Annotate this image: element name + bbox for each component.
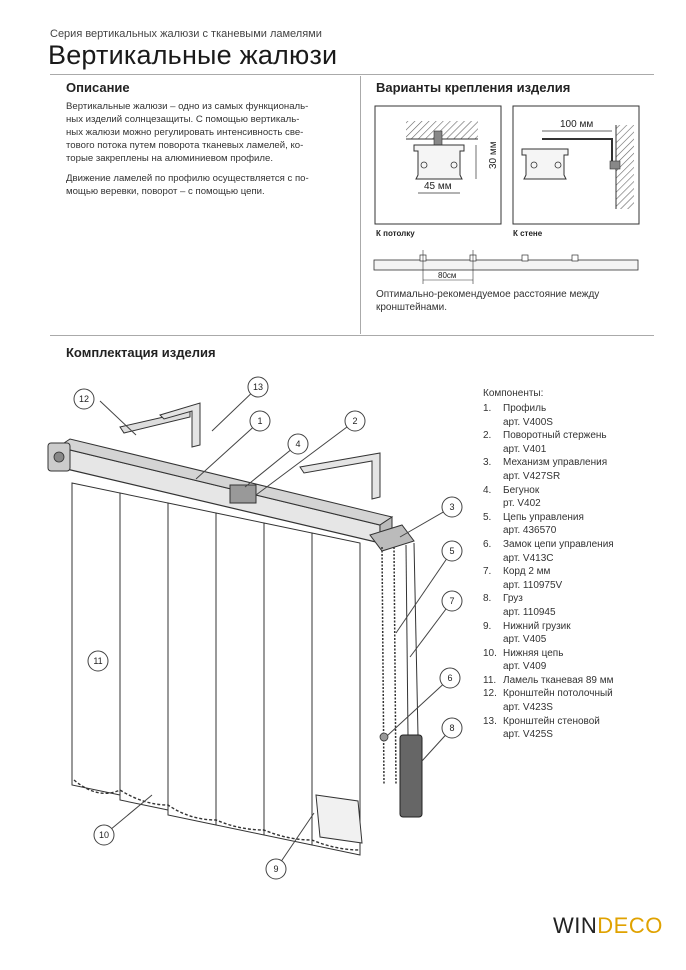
mounting-heading: Варианты крепления изделия bbox=[376, 80, 571, 95]
description-line: Движение ламелей по профилю осуществляется с по- bbox=[66, 173, 309, 184]
component-item: 11. Ламель тканевая 89 мм bbox=[483, 674, 614, 686]
callout-label: 7 bbox=[449, 596, 455, 606]
description-line: мощью веревки, поворот – с помощью цепи. bbox=[66, 186, 265, 197]
callout-label: 10 bbox=[98, 830, 110, 840]
dim-height-label: 30 мм bbox=[488, 141, 499, 169]
callout-label: 11 bbox=[93, 656, 103, 666]
description-text bbox=[66, 100, 356, 198]
wall-bracket-shape bbox=[160, 403, 200, 447]
page-title: Вертикальные жалюзи bbox=[48, 40, 338, 70]
divider-vertical bbox=[360, 76, 361, 334]
callout-label: 3 bbox=[449, 502, 455, 512]
callout-label: 13 bbox=[252, 382, 264, 392]
component-item: 5. Цепь управления арт. 436570 bbox=[483, 511, 584, 537]
callout-label: 8 bbox=[449, 723, 455, 733]
callout-label: 12 bbox=[78, 394, 90, 404]
callout-label: 4 bbox=[295, 439, 301, 449]
spacing-note-line: кронштейнами. bbox=[376, 302, 447, 313]
component-item: 12. Кронштейн потолочный арт. V423S bbox=[483, 688, 613, 714]
components-list bbox=[483, 402, 673, 742]
callout-label: 2 bbox=[352, 416, 358, 426]
description-line: торые закреплены на алюминиевом профиле. bbox=[66, 153, 274, 164]
component-item: 7. Корд 2 мм арт. 110975V bbox=[483, 566, 563, 591]
description-line: ных изделий солнцезащиты. С помощью вертикаль- bbox=[66, 114, 300, 125]
component-item: 1. Профиль арт. V400S bbox=[483, 403, 553, 428]
slat-shape bbox=[72, 483, 120, 795]
blinds-assembly-illustration bbox=[40, 375, 470, 885]
cord-shape bbox=[406, 545, 408, 735]
brand-logo: WINDECO bbox=[553, 913, 663, 938]
control-chain-shape bbox=[382, 547, 384, 785]
runner-shape bbox=[230, 485, 256, 503]
component-item: 13. Кронштейн стеновой арт. V425S bbox=[483, 715, 600, 741]
slat-shape bbox=[216, 513, 264, 835]
ceiling-caption: К потолку bbox=[376, 229, 415, 238]
slat-shape bbox=[264, 523, 312, 845]
callout-label: 5 bbox=[449, 546, 455, 556]
component-item: 3. Механизм управления арт. V427SR bbox=[483, 457, 608, 482]
divider-top bbox=[50, 74, 654, 75]
weight-shape bbox=[400, 735, 422, 817]
dim-wall-label: 100 мм bbox=[560, 119, 594, 130]
component-item: 2. Поворотный стержень арт. V401 bbox=[483, 430, 607, 455]
dim-width-label: 45 мм bbox=[424, 181, 452, 192]
dim-spacing-label: 80см bbox=[438, 271, 457, 280]
series-subtitle: Серия вертикальных жалюзи с тканевыми ламелями bbox=[50, 28, 322, 40]
component-item: 4. Бегунок рт. V402 bbox=[483, 484, 541, 510]
slat-shape bbox=[120, 493, 168, 810]
callout-label: 6 bbox=[447, 673, 453, 683]
component-item: 6. Замок цепи управления арт. V413C bbox=[483, 538, 614, 564]
components-title: Компоненты: bbox=[483, 388, 544, 399]
ceiling-mount-diagram bbox=[374, 105, 514, 227]
slat-shape bbox=[168, 503, 216, 825]
bracket-spacing-diagram bbox=[372, 250, 642, 286]
kit-heading: Комплектация изделия bbox=[66, 345, 216, 360]
wall-bracket-shape bbox=[300, 453, 380, 499]
description-line: Вертикальные жалюзи – одно из самых функциональ- bbox=[66, 101, 309, 112]
description-line: тового потока путем поворота тканевых ламелей, ко- bbox=[66, 140, 304, 151]
wall-mount-diagram bbox=[512, 105, 654, 227]
description-heading: Описание bbox=[66, 80, 130, 95]
spacing-note bbox=[376, 288, 599, 314]
description-line: ных жалюзи можно регулировать интенсивность све- bbox=[66, 127, 304, 138]
divider-middle bbox=[50, 335, 654, 336]
component-item: 8. Груз арт. 110945 bbox=[483, 593, 556, 618]
component-item: 10. Нижняя цепь арт. V409 bbox=[483, 647, 564, 673]
callout-label: 9 bbox=[273, 864, 279, 874]
spacing-note-line: Оптимально-рекомендуемое расстояние между bbox=[376, 289, 600, 300]
wall-caption: К стене bbox=[513, 229, 543, 238]
component-item: 9. Нижний грузик арт. V405 bbox=[483, 620, 571, 646]
chain-lock-shape bbox=[380, 733, 388, 741]
callout-label: 1 bbox=[257, 416, 263, 426]
